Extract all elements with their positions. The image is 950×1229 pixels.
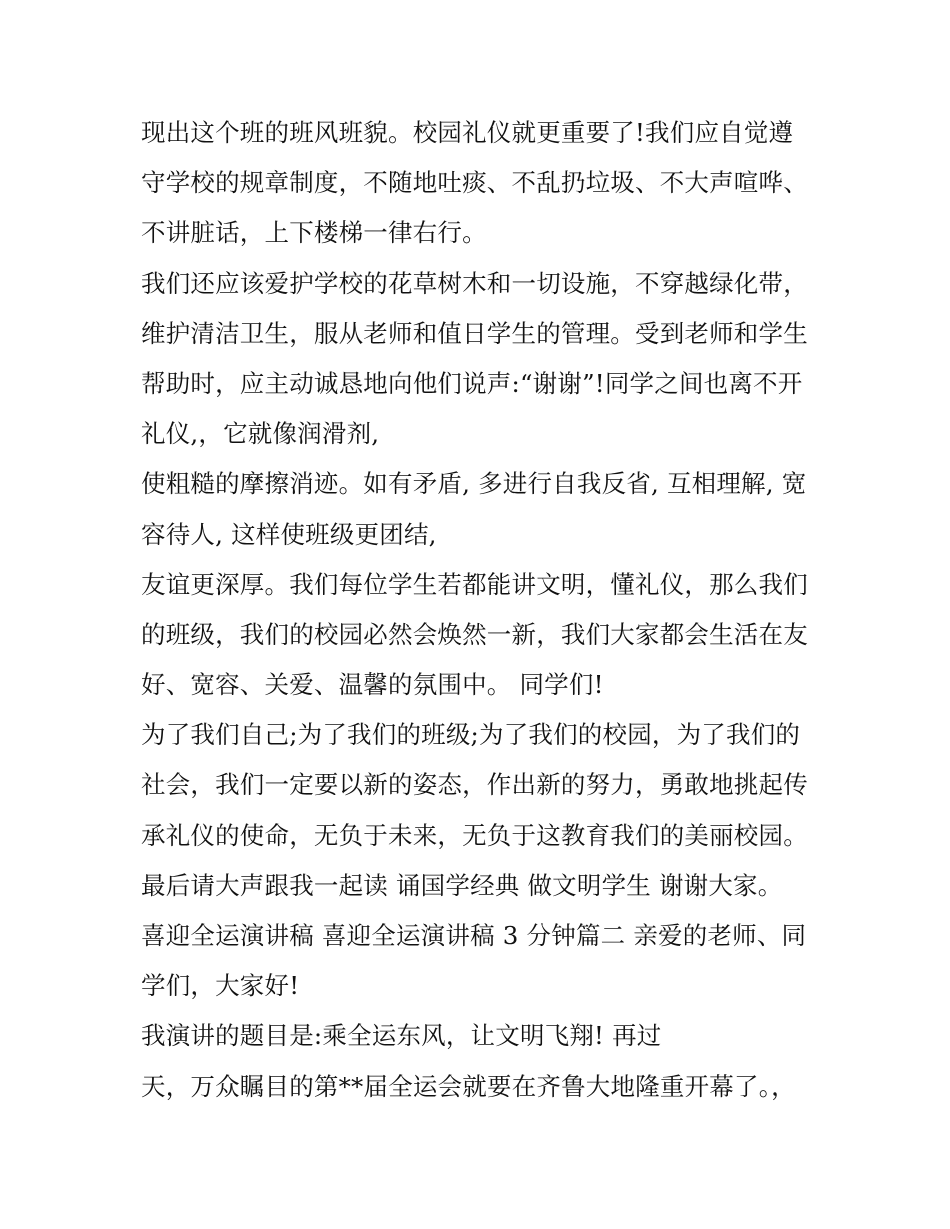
text-line: 容待人, 这样使班级更团结, (141, 519, 437, 549)
text-line: 好、宽容、关爱、温馨的氛围中。 同学们! (141, 670, 604, 700)
text-line: 学们，大家好! (141, 971, 300, 1001)
text-line: 的班级，我们的校园必然会焕然一新，我们大家都会生活在友 (141, 619, 808, 649)
text-line: 天，万众瞩目的第**届全运会就要在齐鲁大地隆重开幕了。， (141, 1071, 796, 1101)
text-line: 最后请大声跟我一起读 诵国学经典 做文明学生 谢谢大家。 (141, 870, 783, 900)
text-line: 维护清洁卫生，服从老师和值日学生的管理。受到老师和学生 (141, 318, 808, 348)
text-line: 友谊更深厚。我们每位学生若都能讲文明，懂礼仪，那么我们 (141, 569, 808, 599)
text-line: 承礼仪的使命，无负于未来，无负于这教育我们的美丽校园。 (141, 820, 808, 850)
text-line: 守学校的规章制度，不随地吐痰、不乱扔垃圾、不大声喧哗、 (141, 168, 808, 198)
text-line: 使粗糙的摩擦消迹。如有矛盾, 多进行自我反省, 互相理解, 宽 (141, 469, 807, 499)
text-line: 帮助时，应主动诚恳地向他们说声:“谢谢”!同学之间也离不开 (141, 368, 803, 398)
text-line: 为了我们自己;为了我们的班级;为了我们的校园，为了我们的 (141, 720, 801, 750)
text-line: 不讲脏话，上下楼梯一律右行。 (141, 218, 487, 248)
text-line: 礼仪,，它就像润滑剂, (141, 419, 380, 449)
document-body (141, 108, 831, 1112)
text-line: 喜迎全运演讲稿 喜迎全运演讲稿 3 分钟篇二 亲爱的老师、同 (141, 921, 807, 950)
text-line: 现出这个班的班风班貌。校园礼仪就更重要了!我们应自觉遵 (141, 118, 794, 147)
text-line: 我们还应该爱护学校的花草树木和一切设施，不穿越绿化带， (141, 268, 808, 298)
text-line: 社会，我们一定要以新的姿态，作出新的努力，勇敢地挑起传 (141, 770, 808, 800)
text-line: 我演讲的题目是:乘全运东风，让文明飞翔! 再过 (141, 1021, 662, 1051)
